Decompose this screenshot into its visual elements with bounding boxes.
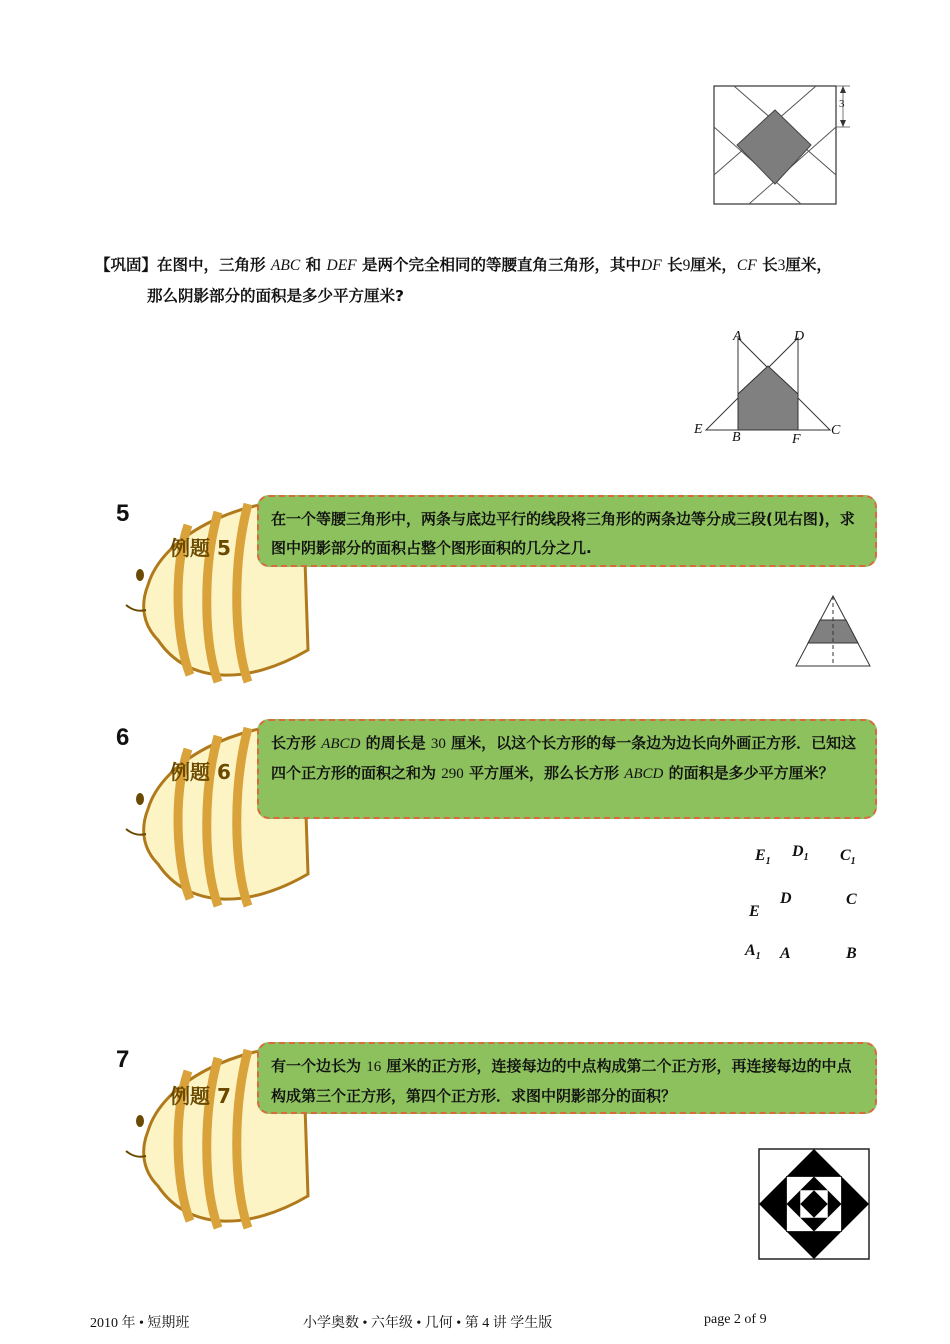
- example-number: 5: [116, 500, 130, 527]
- example-label: 例题 5: [170, 536, 231, 560]
- shaded-triangle-figure: [793, 594, 873, 670]
- label-D1: $D_1$: [792, 843, 809, 864]
- example-label: 例题 6: [170, 760, 231, 784]
- consolidation-line-2: 那么阴影部分的面积是多少平方厘米?: [147, 287, 404, 305]
- footer-right: page 2 of 9: [704, 1312, 767, 1327]
- label-D: D: [780, 890, 792, 907]
- footer-center: 小学奥数 • 六年级 • 几何 • 第 4 讲 学生版: [303, 1316, 553, 1331]
- label-E: E: [694, 422, 703, 437]
- consolidation-line-1: 【巩固】在图中，三角形 ABC 和 DEF 是两个完全相同的等腰直角三角形，其中DF 长9厘米，CF 长3厘米，: [95, 256, 832, 274]
- consolidation-tag: 【巩固】: [95, 256, 158, 274]
- rectangle-labels-figure: [740, 840, 880, 970]
- footer-left: 2010 年 • 短期班: [90, 1316, 190, 1331]
- example-number: 7: [116, 1046, 130, 1073]
- label-E1: $E_1$: [755, 847, 771, 868]
- label-A1: $A_1$: [745, 942, 761, 963]
- label-A: A: [780, 945, 791, 962]
- example-7-bubble: 有一个边长为 16 厘米的正方形，连接每边的中点构成第二个正方形，再连接每边的中点构成第三个正方形，第四个正方形．求图中阴影部分的面积？: [257, 1042, 877, 1114]
- example-label: 例题 7: [170, 1084, 231, 1108]
- dimension-label: 3: [839, 98, 845, 110]
- triangles-figure: [688, 326, 858, 450]
- example-number: 6: [116, 724, 130, 751]
- label-C1: $C_1$: [840, 847, 856, 868]
- top-square-figure: [700, 80, 860, 210]
- example-5-bubble: [257, 495, 877, 567]
- label-A: A: [733, 329, 742, 344]
- example-6-bubble: 长方形 ABCD 的周长是 30 厘米，以这个长方形的每一条边为边长向外画正方形．已知这四个正方形的面积之和为 290 平方厘米，那么长方形 ABCD 的面积是多少平方厘米？: [257, 719, 877, 819]
- nested-squares-figure: [758, 1148, 870, 1260]
- consolidation-question: [95, 250, 905, 311]
- label-D: D: [794, 329, 805, 344]
- label-C: C: [831, 423, 841, 438]
- label-C: C: [846, 891, 857, 908]
- label-B: B: [846, 945, 857, 962]
- label-B: B: [732, 430, 741, 445]
- label-F: F: [792, 432, 801, 447]
- example-5-text: 在一个等腰三角形中，两条与底边平行的线段将三角形的两条边等分成三段(见右图)，求图中阴影部分的面积占整个图形面积的几分之几.: [271, 510, 855, 557]
- label-E: E: [749, 903, 760, 920]
